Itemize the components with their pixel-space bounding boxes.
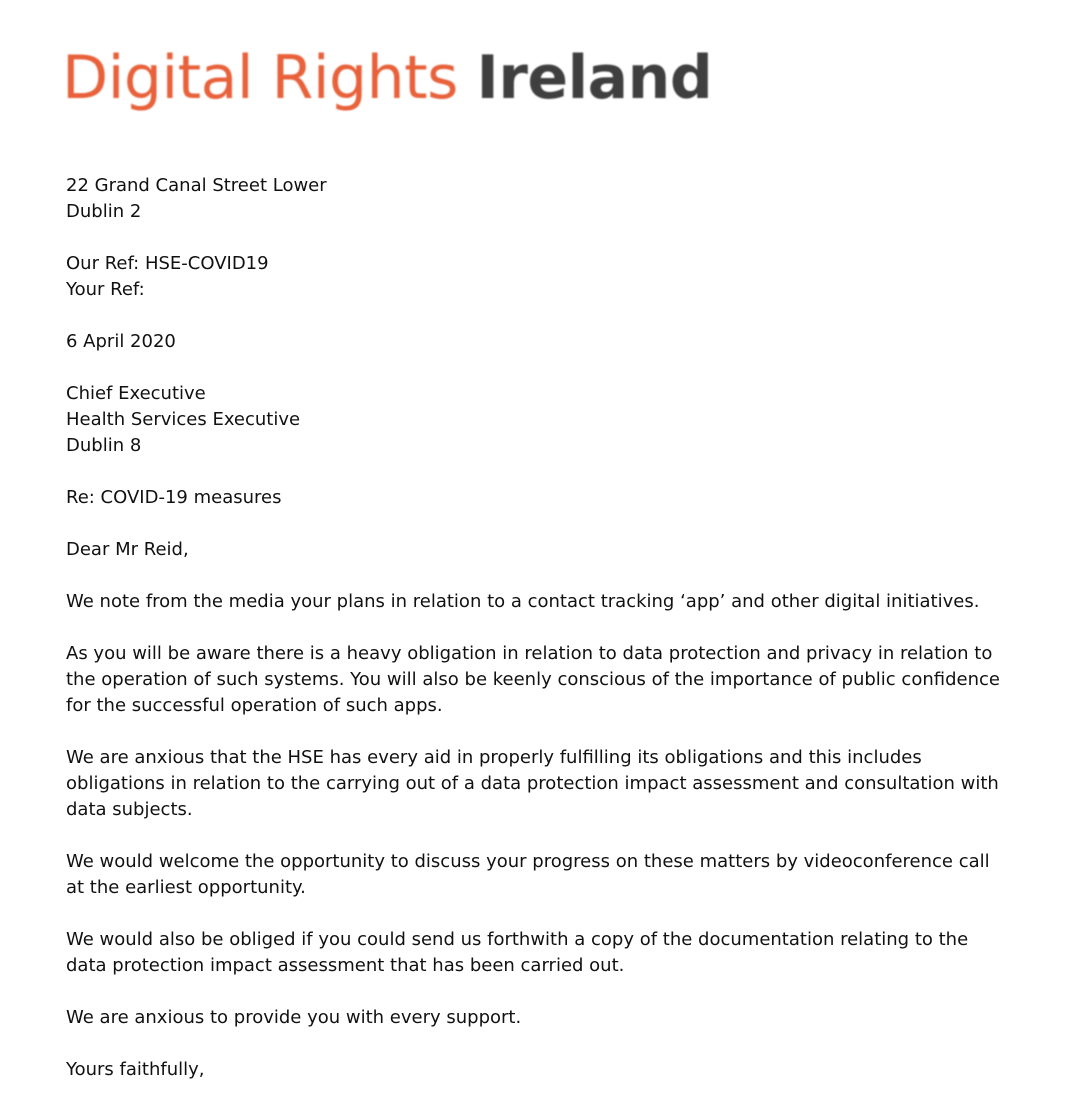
letterhead-logo [62, 38, 712, 118]
logo-text-digital-rights: Digital Rights [62, 43, 458, 113]
letter-date: 6 April 2020 [66, 331, 176, 352]
paragraph-line: data protection impact assessment that has been carried out. [66, 955, 625, 976]
sender-address [66, 173, 946, 225]
subject-block [66, 485, 946, 511]
paragraph-4 [66, 849, 990, 901]
closing-block [66, 1057, 946, 1083]
paragraph-3 [66, 745, 999, 823]
letter-date-block [66, 329, 946, 355]
salutation-block [66, 537, 946, 563]
paragraph-line: data subjects. [66, 799, 193, 820]
paragraph-2 [66, 641, 1000, 719]
paragraph-line: As you will be aware there is a heavy obligation in relation to data protection and privacy in relation to [66, 643, 993, 664]
paragraph-5 [66, 927, 969, 979]
paragraph-line: for the successful operation of such apps. [66, 695, 443, 716]
paragraph-line: We would welcome the opportunity to discuss your progress on these matters by videoconference call [66, 851, 990, 872]
subject-line: Re: COVID-19 measures [66, 487, 282, 508]
paragraph-line: We would also be obliged if you could send us forthwith a copy of the documentation relating to the [66, 929, 969, 950]
paragraph-1 [66, 589, 980, 615]
logo-text-ireland: Ireland [476, 43, 713, 113]
letter-body [66, 173, 1000, 1109]
recipient-line: Dublin 8 [66, 435, 142, 456]
paragraph-line: the operation of such systems. You will also be keenly conscious of the importance of public confidence [66, 669, 1000, 690]
paragraph-line: We are anxious to provide you with every support. [66, 1007, 522, 1028]
your-reference: Your Ref: [66, 279, 145, 300]
paragraph-line: obligations in relation to the carrying out of a data protection impact assessment and consultation with [66, 773, 999, 794]
paragraph-6 [66, 1005, 946, 1031]
recipient-line: Chief Executive [66, 383, 206, 404]
paragraph-line: We note from the media your plans in relation to a contact tracking ‘app’ and other digital initiatives. [66, 591, 980, 612]
our-reference: Our Ref: HSE-COVID19 [66, 253, 269, 274]
paragraph-line: at the earliest opportunity. [66, 877, 306, 898]
recipient-address [66, 381, 946, 459]
recipient-line: Health Services Executive [66, 409, 301, 430]
sender-address-line: 22 Grand Canal Street Lower [66, 175, 327, 196]
salutation: Dear Mr Reid, [66, 539, 189, 560]
closing: Yours faithfully, [66, 1059, 205, 1080]
paragraph-line: We are anxious that the HSE has every aid in properly fulfilling its obligations and this includes [66, 747, 922, 768]
sender-address-line: Dublin 2 [66, 201, 142, 222]
references [66, 251, 946, 303]
